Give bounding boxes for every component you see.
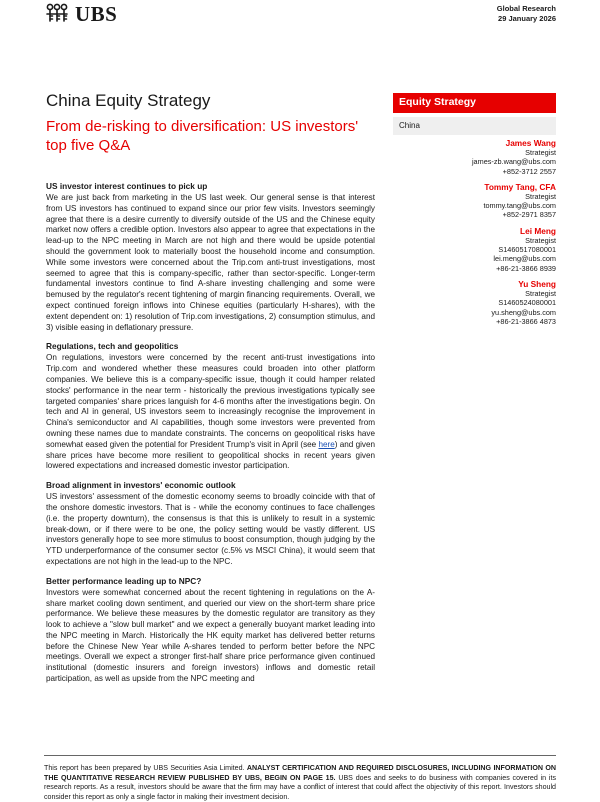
analyst-card: [393, 226, 556, 273]
section-heading: US investor interest continues to pick up: [46, 181, 208, 191]
analyst-registration: S1460517080001: [498, 245, 556, 255]
report-title: China Equity Strategy: [46, 91, 211, 110]
analyst-role: Strategist: [525, 191, 556, 201]
section: [46, 576, 375, 685]
section-heading: Broad alignment in investors' economic outlook: [46, 480, 236, 491]
analyst-name: James Wang: [505, 138, 556, 148]
analyst-name: Tommy Tang, CFA: [484, 181, 556, 192]
here-link[interactable]: here: [318, 439, 335, 449]
analyst-role: Strategist: [525, 288, 556, 298]
section-heading: Better performance leading up to NPC?: [46, 575, 202, 586]
analyst-card: [393, 182, 556, 220]
report-date: 29 January 2026: [498, 14, 556, 23]
section-text-part: ) and given share prices have become more resilient to geopolitical shocks in recent years given lowered expectations and increased domestic investor participation.: [46, 439, 375, 471]
category-header: Equity Strategy: [393, 93, 556, 113]
ubs-keys-icon: [44, 3, 70, 25]
footer-text: UBS does and seeks to do business with companies covered in its research reports. As a result, investors should be aware that the firm may have a conflict of interest that could affect the objectivity of this report. Investors should consider this report as only a single factor in making their investment decision.: [44, 773, 557, 801]
section: [46, 181, 375, 333]
footer-bold-text: ANALYST CERTIFICATION AND REQUIRED DISCLOSURES, INCLUDING INFORMATION ON THE QUANTITATIVE RESEARCH REVIEW PUBLISHED BY UBS, BEGIN ON PAGE 15.: [44, 764, 556, 782]
analyst-email[interactable]: lei.meng@ubs.com: [493, 254, 556, 264]
section-text: Investors were somewhat concerned about the recent tightening in regulations on the A-share market cooling down sentiment, and queried our view on the short-term share price performance. We believe these measures by the domestic regulator are transitory as they look to achieve a "slow bull market" and we expect a generally buoyant market leading into the NPC meeting in March. Historically the HK equity market has delivered better returns before the Chinese New Year while A-shares tended to perform better before the NPC meetings. Overall we expect a stronger first-half share price performance given continued institutional (domestic insurers and foreign investors) inflows and domestic retail participation, as well as upside from the NPC meeting and: [46, 587, 375, 684]
analyst-role: Strategist: [525, 148, 556, 157]
analyst-phone: +86-21-3866 8939: [496, 263, 556, 273]
analyst-role: Strategist: [525, 235, 556, 245]
section-heading: Regulations, tech and geopolitics: [46, 341, 179, 352]
analyst-card: [393, 138, 556, 176]
footer-text: This report has been prepared by UBS Securities Asia Limited.: [44, 764, 247, 772]
analyst-phone: +86-21-3866 4873: [496, 316, 556, 326]
category-box: [393, 93, 556, 135]
analyst-phone: +852-3712 2557: [502, 166, 556, 176]
report-body: [46, 181, 375, 693]
report-subtitle: From de-risking to diversification: US investors' top five Q&A: [46, 118, 359, 154]
ubs-logo: [44, 3, 117, 25]
analyst-list: [393, 138, 556, 332]
analyst-name: Lei Meng: [520, 225, 556, 236]
section-text: [46, 353, 375, 472]
section-text: US investors' assessment of the domestic economy seems to broadly coincide with that of the onshore domestic investors. That is - while the economy continues to face challenges (i.e. the property downturn), the consensus is that this is unlikely to result in a systemic break-down, or if there were to be one, the policy setting would be vastly different. US investors generally hope to see more stimulus to boost consumption, though judging by the YTD underperformance of the consumer sector (c.5% vs MSCI China), it would seem that expectations are not high in the lead-up to the NPC.: [46, 492, 375, 566]
section: [46, 341, 375, 472]
footer-divider: [44, 755, 556, 756]
analyst-phone: +852-2971 8357: [502, 210, 556, 220]
analyst-email[interactable]: james-zb.wang@ubs.com: [471, 157, 556, 167]
section-text-part: On regulations, investors were concerned by the recent anti-trust investigations into Trip.com and wondered whether these measures could broaden into other platform companies. We believe this is a company-specific issue, though it could hamper related stocks' performance in the near term - historically the previous investigations typically see targeted companies' share prices languish for 4-6 months after the investigations begin. On tech and AI in general, US investors seem to increasingly recognise the improvement in China's semiconductor and AI capabilities, though some investors were prevented from owning these names due to mandate constraints. The concerns on geopolitical risks have somewhat eased given the potential for President Trump's visit in April (see: [46, 353, 375, 449]
section-text: We are just back from marketing in the US last week. Our general sense is that interest from US investors has continued to expand since our prior few visits. Investors seemingly agree that there is a desire currently to diversify outside of the US and the Chinese equity market now offers a credible option. Investors also appear to agree that expectations in the lead-up to the NPC meeting in March are not high and there would be upside potential should the government look to materially boost the household income and consumption. While some investors were concerned about the Trip.com anti-trust investigations, most seemed to agree that this is company-specific, rather than sector-specific. Longer-term fundamental investors continue to find A-share investing challenging and some were bemused by the regulator's recent tightening of margin financing requirements. Overall, we expect continued foreign inflows into Chinese equities (particularly H-shares), with the extent dependent on: 1) resolution of Trip.com investigations, 2) consumption stimulus, and 3) visible easing in deflationary pressure.: [46, 193, 375, 332]
ubs-wordmark: UBS: [75, 1, 118, 26]
category-label: China: [393, 117, 556, 135]
analyst-name: Yu Sheng: [518, 278, 556, 289]
analyst-email[interactable]: yu.sheng@ubs.com: [491, 307, 556, 317]
disclosure-footer: [44, 764, 556, 802]
analyst-email[interactable]: tommy.tang@ubs.com: [483, 201, 556, 211]
report-meta: [497, 4, 556, 24]
research-line: Global Research: [496, 4, 556, 13]
section: [46, 480, 375, 568]
analyst-registration: S1460524080001: [498, 298, 556, 308]
analyst-card: [393, 279, 556, 326]
